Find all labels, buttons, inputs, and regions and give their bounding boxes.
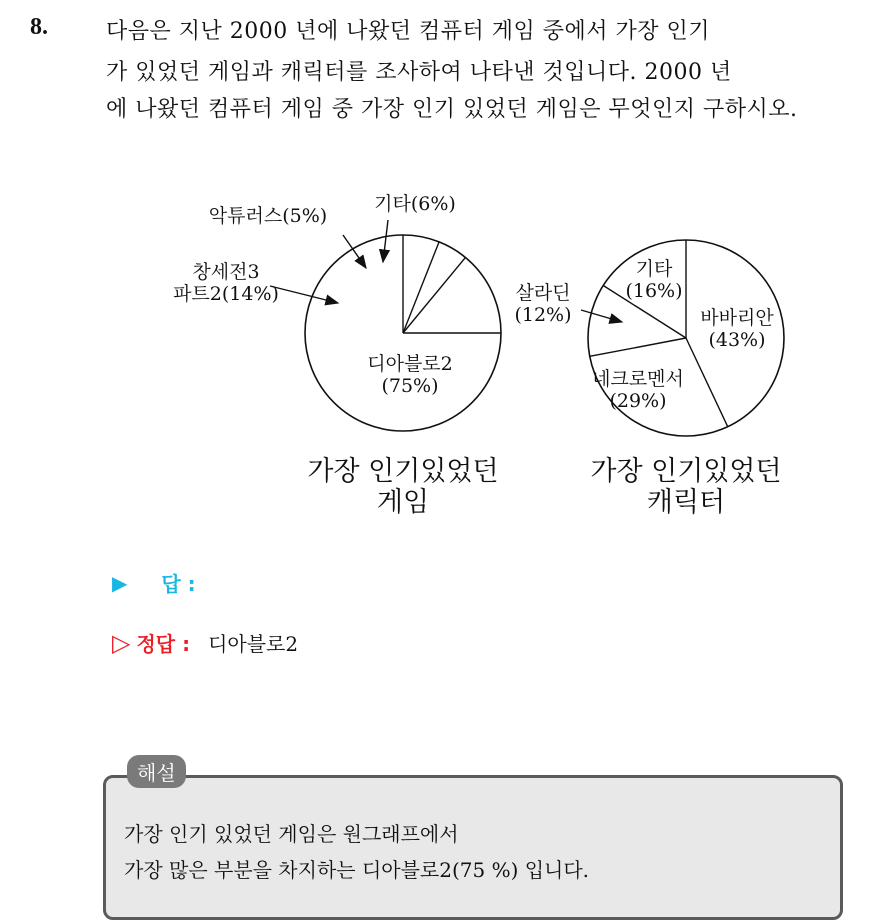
correct-marker-icon: ▷ [112,628,131,657]
answer-marker-icon: ▶ [112,570,128,595]
pie-2-slice-label-1: 바바리안 (43%) [700,307,774,351]
correct-value: 디아블로2 [208,632,299,656]
answer-label: 답 : [161,572,196,596]
pie-2-slice-label-4: 기타 (16%) [625,258,683,302]
pie-1-slice-label-1: 디아블로2 (75%) [367,353,453,397]
correct-label: 정답 : [136,632,191,656]
explanation-box [103,775,843,920]
correct-answer-row [112,628,298,657]
question-line-1: 다음은 지난 2000 년에 나왔던 컴퓨터 게임 중에서 가장 인기 [106,19,710,44]
pie-1-title: 가장 인기있었던 게임 [307,456,499,519]
question-number: 8. [30,14,48,40]
pie-1-slice-label-3: 악튜러스(5%) [208,205,328,227]
question-line-2: 가 있었던 게임과 캐릭터를 조사하여 나타낸 것입니다. 2000 년 [106,60,732,85]
question-line-3: 에 나왔던 컴퓨터 게임 중 가장 인기 있었던 게임은 무엇인지 구하시오. [106,97,798,122]
pie-2-title: 가장 인기있었던 캐릭터 [590,456,782,519]
answer-row [112,568,216,597]
pie-1-slice-label-4: 기타(6%) [374,193,456,215]
explanation-line-2: 가장 많은 부분을 차지하는 디아블로2(75 %) 입니다. [124,858,590,882]
pie-2-slice-label-3: 살라딘 (12%) [514,282,572,326]
explanation-line-1: 가장 인기 있었던 게임은 원그래프에서 [124,822,459,846]
pie-2-slice-label-2: 네크로멘서 (29%) [592,368,684,412]
explanation-tab: 해설 [127,755,186,788]
pie-1-slice-label-2: 창세전3 파트2(14%) [173,261,279,305]
